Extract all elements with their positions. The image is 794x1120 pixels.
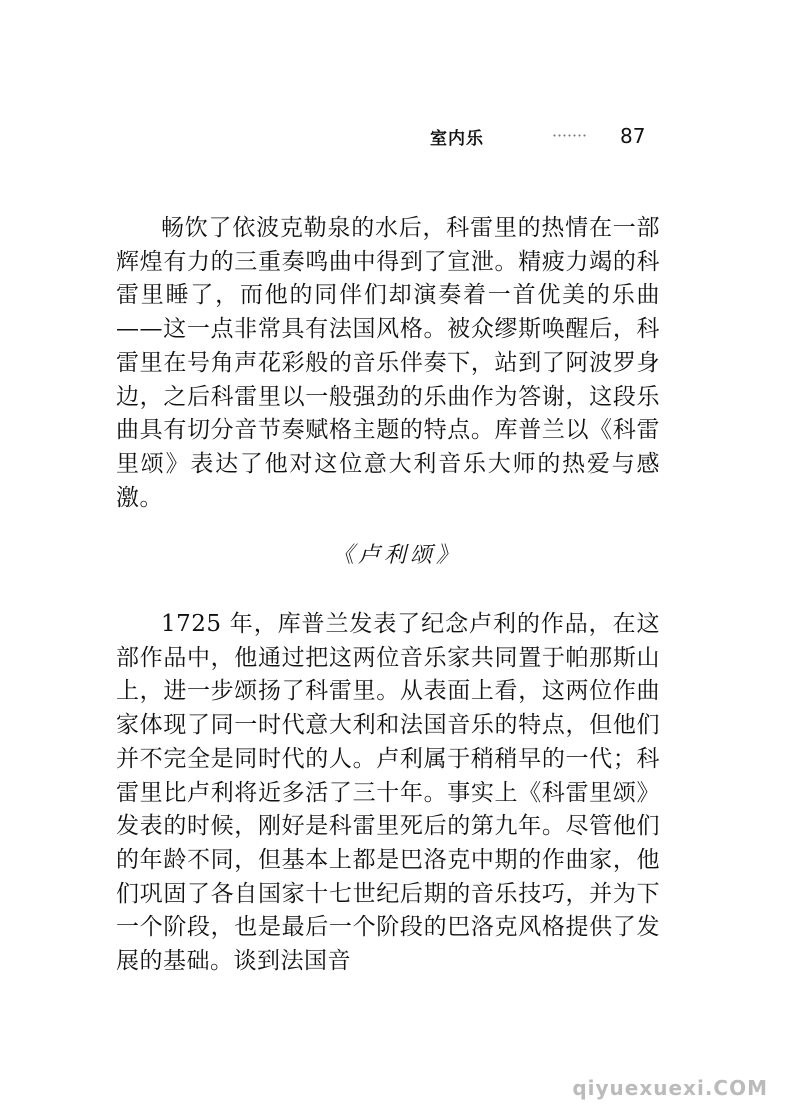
header-decoration-dots bbox=[552, 134, 586, 137]
section-heading: 《卢利颂》 bbox=[331, 543, 462, 568]
running-header-title: 室内乐 bbox=[430, 129, 484, 149]
watermark: qiyuexuexi.COM bbox=[572, 1076, 768, 1100]
page-number: 87 bbox=[620, 124, 646, 148]
body-paragraph: 1725 年，库普兰发表了纪念卢利的作品，在这部作品中，他通过把这两位音乐家共同置于帕那斯山上，进一步颂扬了科雷里。从表面上看，这两位作曲家体现了同一时代意大利和法国音乐的特点，但他们并不完全是同时代的人。卢利属于稍稍早的一代；科雷里比卢利将近多活了三十年。事实上《科雷里颂》发表的时候，刚好是科雷里死后的第九年。尽管他们的年龄不同，但基本上都是巴洛克中期的作曲家，他们巩固了各自国家十七世纪后期的音乐技巧，并为下一个阶段，也是最后一个阶段的巴洛克风格提供了发展的基础。谈到法国音 bbox=[116, 611, 660, 975]
body-paragraph: 畅饮了依波克勒泉的水后，科雷里的热情在一部辉煌有力的三重奏鸣曲中得到了宣泄。精疲力竭的科雷里睡了，而他的同伴们却演奏着一首优美的乐曲——这一点非常具有法国风格。被众缪斯唤醒后，科雷里在号角声花彩般的音乐伴奏下，站到了阿波罗身边，之后科雷里以一般强劲的乐曲作为答谢，这段乐曲具有切分音节奏赋格主题的特点。库普兰以《科雷里颂》表达了他对这位意大利音乐大师的热爱与感激。 bbox=[116, 215, 660, 511]
